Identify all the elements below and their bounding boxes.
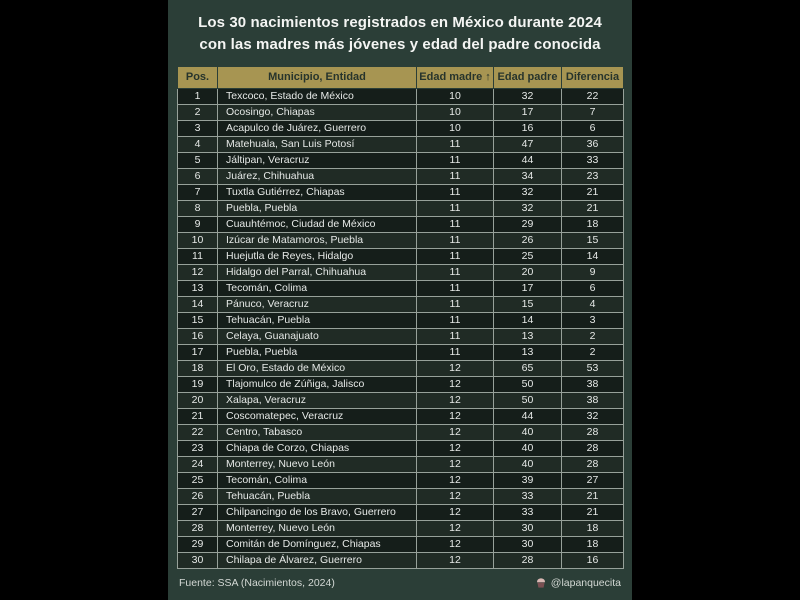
cell-edad-madre: 11 bbox=[417, 329, 494, 345]
table-row bbox=[178, 377, 624, 393]
cell-edad-padre: 28 bbox=[494, 553, 562, 569]
column-header-diferencia: Diferencia bbox=[562, 67, 624, 89]
column-header-pos: Pos. bbox=[178, 67, 218, 89]
cell-diferencia: 6 bbox=[562, 281, 624, 297]
cell-pos: 6 bbox=[178, 169, 218, 185]
cell-edad-padre: 44 bbox=[494, 409, 562, 425]
credit-handle: @lapanquecita bbox=[550, 577, 621, 589]
cell-municipio: Ocosingo, Chiapas bbox=[218, 105, 417, 121]
cell-edad-madre: 11 bbox=[417, 201, 494, 217]
cell-edad-madre: 12 bbox=[417, 457, 494, 473]
table-row bbox=[178, 169, 624, 185]
cell-diferencia: 18 bbox=[562, 537, 624, 553]
cell-municipio: Centro, Tabasco bbox=[218, 425, 417, 441]
cell-pos: 21 bbox=[178, 409, 218, 425]
cell-pos: 5 bbox=[178, 153, 218, 169]
cell-municipio: Monterrey, Nuevo León bbox=[218, 457, 417, 473]
births-table bbox=[177, 66, 624, 569]
cell-diferencia: 28 bbox=[562, 457, 624, 473]
cell-edad-madre: 11 bbox=[417, 233, 494, 249]
cell-diferencia: 16 bbox=[562, 553, 624, 569]
cell-edad-madre: 11 bbox=[417, 185, 494, 201]
cell-pos: 11 bbox=[178, 249, 218, 265]
cell-municipio: El Oro, Estado de México bbox=[218, 361, 417, 377]
cell-pos: 12 bbox=[178, 265, 218, 281]
page-title-line2: con las madres más jóvenes y edad del padre conocida bbox=[199, 36, 601, 53]
table-row bbox=[178, 281, 624, 297]
cell-edad-madre: 11 bbox=[417, 281, 494, 297]
cell-municipio: Puebla, Puebla bbox=[218, 201, 417, 217]
table-header-row bbox=[178, 67, 624, 89]
cell-diferencia: 28 bbox=[562, 441, 624, 457]
cell-diferencia: 28 bbox=[562, 425, 624, 441]
cell-municipio: Tlajomulco de Zúñiga, Jalisco bbox=[218, 377, 417, 393]
cell-edad-madre: 12 bbox=[417, 473, 494, 489]
cell-diferencia: 3 bbox=[562, 313, 624, 329]
cell-pos: 1 bbox=[178, 89, 218, 105]
table-row bbox=[178, 329, 624, 345]
cell-edad-padre: 40 bbox=[494, 425, 562, 441]
cell-pos: 10 bbox=[178, 233, 218, 249]
cell-municipio: Juárez, Chihuahua bbox=[218, 169, 417, 185]
table-row bbox=[178, 361, 624, 377]
cell-diferencia: 32 bbox=[562, 409, 624, 425]
cell-pos: 20 bbox=[178, 393, 218, 409]
column-header-edad-padre: Edad padre bbox=[494, 67, 562, 89]
cell-diferencia: 14 bbox=[562, 249, 624, 265]
table-row bbox=[178, 441, 624, 457]
cell-municipio: Tuxtla Gutiérrez, Chiapas bbox=[218, 185, 417, 201]
cell-pos: 22 bbox=[178, 425, 218, 441]
table-row bbox=[178, 553, 624, 569]
cell-municipio: Jáltipan, Veracruz bbox=[218, 153, 417, 169]
table-row bbox=[178, 457, 624, 473]
cell-municipio: Monterrey, Nuevo León bbox=[218, 521, 417, 537]
column-header-municipio: Municipio, Entidad bbox=[218, 67, 417, 89]
cell-edad-madre: 12 bbox=[417, 553, 494, 569]
cell-edad-padre: 40 bbox=[494, 441, 562, 457]
cell-edad-madre: 10 bbox=[417, 121, 494, 137]
cell-municipio: Huejutla de Reyes, Hidalgo bbox=[218, 249, 417, 265]
cell-pos: 3 bbox=[178, 121, 218, 137]
page-title bbox=[177, 12, 623, 56]
cell-edad-padre: 34 bbox=[494, 169, 562, 185]
cell-municipio: Cuauhtémoc, Ciudad de México bbox=[218, 217, 417, 233]
table-row bbox=[178, 153, 624, 169]
cell-edad-madre: 11 bbox=[417, 153, 494, 169]
cell-pos: 24 bbox=[178, 457, 218, 473]
cell-edad-madre: 12 bbox=[417, 505, 494, 521]
cell-edad-madre: 11 bbox=[417, 169, 494, 185]
cell-diferencia: 21 bbox=[562, 505, 624, 521]
cell-pos: 25 bbox=[178, 473, 218, 489]
cell-municipio: Chilapa de Álvarez, Guerrero bbox=[218, 553, 417, 569]
column-header-edad-madre bbox=[417, 67, 494, 89]
table-row bbox=[178, 265, 624, 281]
table-row bbox=[178, 185, 624, 201]
cell-edad-madre: 12 bbox=[417, 425, 494, 441]
cell-diferencia: 21 bbox=[562, 185, 624, 201]
table-row bbox=[178, 489, 624, 505]
cell-municipio: Tehuacán, Puebla bbox=[218, 313, 417, 329]
cell-diferencia: 27 bbox=[562, 473, 624, 489]
cell-edad-padre: 32 bbox=[494, 89, 562, 105]
table-row bbox=[178, 313, 624, 329]
cell-edad-madre: 12 bbox=[417, 377, 494, 393]
cell-diferencia: 23 bbox=[562, 169, 624, 185]
table-row bbox=[178, 297, 624, 313]
table-row bbox=[178, 521, 624, 537]
cell-pos: 17 bbox=[178, 345, 218, 361]
table-row bbox=[178, 473, 624, 489]
cell-pos: 29 bbox=[178, 537, 218, 553]
cell-edad-madre: 12 bbox=[417, 521, 494, 537]
cell-municipio: Matehuala, San Luis Potosí bbox=[218, 137, 417, 153]
table-header bbox=[178, 67, 624, 89]
cell-edad-padre: 17 bbox=[494, 105, 562, 121]
cell-edad-padre: 13 bbox=[494, 345, 562, 361]
table-row bbox=[178, 233, 624, 249]
cell-diferencia: 38 bbox=[562, 377, 624, 393]
cell-pos: 13 bbox=[178, 281, 218, 297]
cell-edad-madre: 11 bbox=[417, 345, 494, 361]
cell-edad-padre: 14 bbox=[494, 313, 562, 329]
cell-edad-madre: 12 bbox=[417, 441, 494, 457]
table-row bbox=[178, 505, 624, 521]
cell-municipio: Chiapa de Corzo, Chiapas bbox=[218, 441, 417, 457]
cell-pos: 14 bbox=[178, 297, 218, 313]
cell-municipio: Hidalgo del Parral, Chihuahua bbox=[218, 265, 417, 281]
cell-municipio: Chilpancingo de los Bravo, Guerrero bbox=[218, 505, 417, 521]
cell-municipio: Izúcar de Matamoros, Puebla bbox=[218, 233, 417, 249]
cell-edad-madre: 12 bbox=[417, 489, 494, 505]
table-row bbox=[178, 89, 624, 105]
cell-diferencia: 2 bbox=[562, 345, 624, 361]
table-body bbox=[178, 89, 624, 569]
page-title-line1: Los 30 nacimientos registrados en México durante 2024 bbox=[198, 14, 602, 31]
table-row bbox=[178, 121, 624, 137]
cell-edad-padre: 40 bbox=[494, 457, 562, 473]
cell-edad-madre: 11 bbox=[417, 137, 494, 153]
cell-diferencia: 22 bbox=[562, 89, 624, 105]
cell-pos: 23 bbox=[178, 441, 218, 457]
cell-pos: 9 bbox=[178, 217, 218, 233]
cell-diferencia: 2 bbox=[562, 329, 624, 345]
sort-ascending-icon: ↑ bbox=[485, 71, 491, 83]
cell-edad-padre: 33 bbox=[494, 505, 562, 521]
table-row bbox=[178, 425, 624, 441]
cell-diferencia: 18 bbox=[562, 217, 624, 233]
table-row bbox=[178, 217, 624, 233]
cell-pos: 7 bbox=[178, 185, 218, 201]
cell-pos: 28 bbox=[178, 521, 218, 537]
cell-edad-madre: 12 bbox=[417, 409, 494, 425]
cell-diferencia: 33 bbox=[562, 153, 624, 169]
table-row bbox=[178, 201, 624, 217]
cell-municipio: Tecomán, Colima bbox=[218, 281, 417, 297]
table-row bbox=[178, 249, 624, 265]
cell-diferencia: 6 bbox=[562, 121, 624, 137]
cell-edad-padre: 32 bbox=[494, 185, 562, 201]
cell-diferencia: 36 bbox=[562, 137, 624, 153]
table-row bbox=[178, 409, 624, 425]
cell-edad-padre: 20 bbox=[494, 265, 562, 281]
table-row bbox=[178, 393, 624, 409]
cell-municipio: Pánuco, Veracruz bbox=[218, 297, 417, 313]
cell-municipio: Xalapa, Veracruz bbox=[218, 393, 417, 409]
cell-municipio: Tecomán, Colima bbox=[218, 473, 417, 489]
cell-municipio: Celaya, Guanajuato bbox=[218, 329, 417, 345]
cell-edad-padre: 30 bbox=[494, 537, 562, 553]
table-row bbox=[178, 105, 624, 121]
cell-diferencia: 7 bbox=[562, 105, 624, 121]
cell-pos: 27 bbox=[178, 505, 218, 521]
cell-pos: 19 bbox=[178, 377, 218, 393]
cell-pos: 4 bbox=[178, 137, 218, 153]
cell-edad-padre: 47 bbox=[494, 137, 562, 153]
cell-diferencia: 21 bbox=[562, 489, 624, 505]
credit bbox=[535, 577, 621, 589]
cell-diferencia: 9 bbox=[562, 265, 624, 281]
cell-edad-padre: 15 bbox=[494, 297, 562, 313]
cell-edad-padre: 26 bbox=[494, 233, 562, 249]
cell-pos: 26 bbox=[178, 489, 218, 505]
cell-edad-padre: 32 bbox=[494, 201, 562, 217]
cell-edad-madre: 12 bbox=[417, 393, 494, 409]
cell-edad-madre: 12 bbox=[417, 537, 494, 553]
cell-edad-madre: 10 bbox=[417, 89, 494, 105]
footer bbox=[177, 577, 623, 589]
cell-municipio: Texcoco, Estado de México bbox=[218, 89, 417, 105]
cell-edad-madre: 10 bbox=[417, 105, 494, 121]
cell-pos: 15 bbox=[178, 313, 218, 329]
cell-edad-madre: 11 bbox=[417, 313, 494, 329]
cell-edad-padre: 13 bbox=[494, 329, 562, 345]
column-header-edad-madre-label: Edad madre bbox=[419, 71, 483, 83]
source-text: Fuente: SSA (Nacimientos, 2024) bbox=[179, 577, 335, 589]
cell-edad-padre: 50 bbox=[494, 393, 562, 409]
cell-edad-padre: 65 bbox=[494, 361, 562, 377]
cell-diferencia: 38 bbox=[562, 393, 624, 409]
cell-municipio: Coscomatepec, Veracruz bbox=[218, 409, 417, 425]
cell-diferencia: 21 bbox=[562, 201, 624, 217]
cell-edad-padre: 17 bbox=[494, 281, 562, 297]
infographic-card bbox=[168, 0, 632, 600]
cell-edad-padre: 16 bbox=[494, 121, 562, 137]
cell-municipio: Comitán de Domínguez, Chiapas bbox=[218, 537, 417, 553]
table-row bbox=[178, 345, 624, 361]
cell-diferencia: 53 bbox=[562, 361, 624, 377]
cell-edad-padre: 29 bbox=[494, 217, 562, 233]
cell-pos: 8 bbox=[178, 201, 218, 217]
cell-edad-madre: 11 bbox=[417, 265, 494, 281]
cell-diferencia: 18 bbox=[562, 521, 624, 537]
cell-edad-padre: 50 bbox=[494, 377, 562, 393]
cell-edad-madre: 11 bbox=[417, 249, 494, 265]
cell-edad-madre: 11 bbox=[417, 297, 494, 313]
cell-edad-padre: 30 bbox=[494, 521, 562, 537]
cell-diferencia: 15 bbox=[562, 233, 624, 249]
cell-pos: 18 bbox=[178, 361, 218, 377]
cell-edad-padre: 44 bbox=[494, 153, 562, 169]
cell-pos: 30 bbox=[178, 553, 218, 569]
cell-edad-padre: 25 bbox=[494, 249, 562, 265]
cell-pos: 2 bbox=[178, 105, 218, 121]
cell-edad-padre: 39 bbox=[494, 473, 562, 489]
cell-municipio: Puebla, Puebla bbox=[218, 345, 417, 361]
cell-municipio: Acapulco de Juárez, Guerrero bbox=[218, 121, 417, 137]
cell-edad-madre: 11 bbox=[417, 217, 494, 233]
cell-municipio: Tehuacán, Puebla bbox=[218, 489, 417, 505]
cupcake-icon bbox=[535, 577, 547, 589]
table-row bbox=[178, 137, 624, 153]
cell-edad-padre: 33 bbox=[494, 489, 562, 505]
cell-diferencia: 4 bbox=[562, 297, 624, 313]
table-row bbox=[178, 537, 624, 553]
cell-pos: 16 bbox=[178, 329, 218, 345]
cell-edad-madre: 12 bbox=[417, 361, 494, 377]
